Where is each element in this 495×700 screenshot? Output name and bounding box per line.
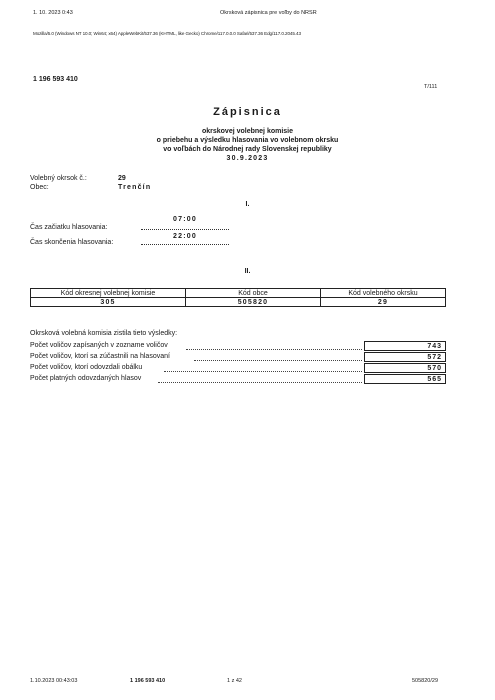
result-label-registered-voters: Počet voličov zapísaných v zozname voličov (30, 342, 168, 349)
voting-end-value: 22:00 (173, 233, 197, 240)
table-header-municipality-code: Kód obce (186, 289, 321, 298)
footer-datetime: 1.10.2023 00:43:03 (30, 678, 78, 684)
result-value-valid-votes: 565 (364, 374, 446, 384)
result-value-participating-voters: 572 (364, 352, 446, 362)
table-header-district-code: Kód volebného okrsku (321, 289, 446, 298)
codes-table (30, 288, 446, 307)
result-label-valid-votes: Počet platných odovzdaných hlasov (30, 375, 142, 382)
result-row (30, 352, 446, 363)
result-dots (194, 360, 362, 361)
print-user-agent: Mozilla/5.0 (Windows NT 10.0; Win64; x64) AppleWebKit/537.36 (KHTML, like Gecko) Chrome/117.0.0.0 Safari/537.36 Edg/117.0.2045.43 (33, 31, 301, 36)
voting-start-dots (141, 229, 229, 230)
voting-end-label: Čas skončenia hlasovania: (30, 239, 114, 246)
print-page-title: Okrsková zápisnica pre voľby do NRSR (220, 10, 317, 16)
election-date: 30.9.2023 (226, 155, 269, 162)
result-row (30, 341, 446, 352)
subtitle-line-3: vo voľbách do Národnej rady Slovenskej republiky (163, 146, 332, 153)
results-intro: Okrsková volebná komisia zistila tieto výsledky: (30, 330, 178, 337)
result-dots (186, 349, 362, 350)
result-label-participating-voters: Počet voličov, ktorí sa zúčastnili na hlasovaní (30, 353, 170, 360)
result-value-envelopes-submitted: 570 (364, 363, 446, 373)
subtitle-line-2: o priebehu a výsledku hlasovania vo volebnom okrsku (156, 137, 339, 144)
footer-page-number: 1 z 42 (227, 678, 242, 684)
district-number-label: Volebný okrsok č.: (30, 175, 87, 182)
form-code: T/111 (424, 84, 438, 90)
footer-barcode-number: 1 196 593 410 (130, 678, 166, 684)
voting-start-label: Čas začiatku hlasovania: (30, 224, 108, 231)
result-dots (158, 382, 362, 383)
table-header-district-commission: Kód okresnej volebnej komisie (31, 289, 186, 298)
municipality-label: Obec: (30, 184, 49, 191)
barcode-number: 1 196 593 410 (33, 76, 78, 83)
subtitle-line-1: okrskovej volebnej komisie (201, 128, 294, 135)
section-1-heading: I. (245, 201, 250, 208)
table-value-municipality-code: 505820 (186, 298, 321, 307)
result-row (30, 374, 446, 385)
document-title: Zápisnica (213, 106, 282, 118)
district-number-value: 29 (118, 175, 126, 182)
section-2-heading: II. (244, 268, 251, 275)
print-datetime: 1. 10. 2023 0:43 (33, 10, 73, 16)
footer-doc-ref: 505820/29 (412, 678, 438, 684)
municipality-value: Trenčín (118, 184, 152, 191)
voting-end-dots (141, 244, 229, 245)
result-value-registered-voters: 743 (364, 341, 446, 351)
voting-start-value: 07:00 (173, 216, 197, 223)
result-dots (164, 371, 362, 372)
result-label-envelopes-submitted: Počet voličov, ktorí odovzdali obálku (30, 364, 143, 371)
table-value-district-code: 29 (321, 298, 446, 307)
result-row (30, 363, 446, 374)
table-value-district-commission: 305 (31, 298, 186, 307)
